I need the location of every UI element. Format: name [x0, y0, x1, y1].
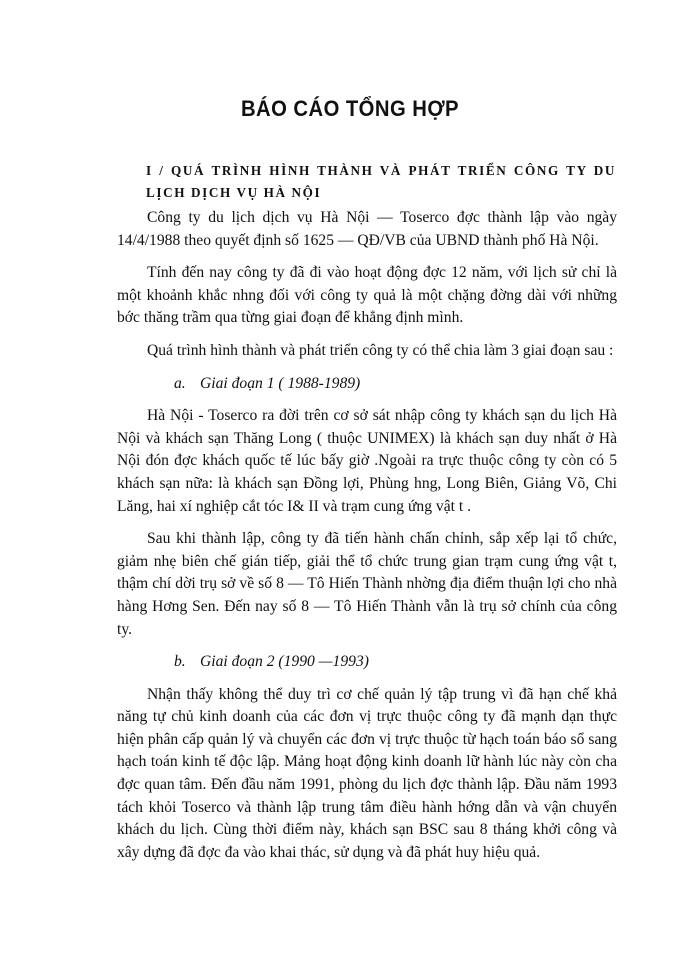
stage2-heading	[117, 651, 617, 674]
paragraph-founding: Công ty du lịch dịch vụ Hà Nội — Toserco đợc thành lập vào ngày 14/4/1988 theo quyết định số 1625 — QĐ/VB của UBND thành phố Hà Nội.	[117, 209, 617, 249]
report-title: BÁO CÁO TỔNG HỢP	[240, 96, 460, 121]
paragraph-stage1-merger: Hà Nội - Toserco ra đời trên cơ sở sát nhập công ty khách sạn du lịch Hà Nội và khách sạn Thăng Long ( thuộc UNIMEX) là khách sạn duy nhất ở Hà Nội đón đợc khách quốc tế lúc bấy giờ .Ngoài ra trực thuộc công ty còn có 5 khách sạn nữa: là khách sạn Đồng lợi, Phùng hng, Long Biên, Giảng Võ, Chi Lăng, hai xí nghiệp cắt tóc I& II và trạm cung ứng vật t .	[117, 407, 617, 515]
stage2-label: Giai đoạn 2 (1990 —1993)	[200, 653, 369, 671]
paragraph-stage1-restructure: Sau khi thành lập, công ty đã tiến hành chấn chỉnh, sắp xếp lại tổ chức, giảm nhẹ biên chế gián tiếp, giải thể tổ chức trung gian trạm cung ứng vật t, thậm chí dời trụ sở về số 8 — Tô Hiến Thành nhờng địa điểm thuận lợi cho nhà hàng Hơng Sen. Đến nay số 8 — Tô Hiến Thành vẫn là trụ sở chính của công ty.	[117, 530, 617, 638]
stage1-label: Giai đoạn 1 ( 1988-1989)	[200, 374, 361, 392]
paragraph-stages-intro: Quá trình hình thành và phát triển công ty có thể chia làm 3 giai đoạn sau :	[147, 341, 614, 359]
stage1-heading	[117, 373, 617, 396]
paragraph-stage2-decentralization: Nhận thấy không thể duy trì cơ chế quản lý tập trung vì đã hạn chế khả năng tự chủ kinh doanh của các đơn vị trực thuộc công ty đã mạnh dạn thực hiện phân cấp quản lý và chuyển các đơn vị trực thuộc từ hạch toán báo sổ sang hạch toán kinh tế độc lập. Mảng hoạt động kinh doanh lữ hành lúc này còn cha đợc quan tâm. Đến đầu năm 1991, phòng du lịch đợc thành lập. Đầu năm 1993 tách khỏi Toserco và thành lập trung tâm điều hành hớng dẫn và vận chuyển khách du lịch. Cùng thời điểm này, khách sạn BSC sau 8 tháng khởi công và xây dựng đã đợc đa vào khai thác, sử dụng và đã phát huy hiệu quả.	[117, 685, 617, 861]
stage1-marker: a.	[174, 374, 186, 392]
paragraph-history: Tính đến nay công ty đã đi vào hoạt động đợc 12 năm, với lịch sử chỉ là một khoảnh khắc nhng đối với công ty quả là một chặng đờng dài với những bớc thăng trầm qua từng giai đoạn để khẳng định mình.	[117, 264, 617, 327]
stage2-marker: b.	[174, 653, 186, 671]
document-body	[117, 207, 617, 874]
section-heading: I / QUÁ TRÌNH HÌNH THÀNH VÀ PHÁT TRIỂN CÔNG TY DU LỊCH DỊCH VỤ HÀ NỘI	[146, 163, 616, 200]
